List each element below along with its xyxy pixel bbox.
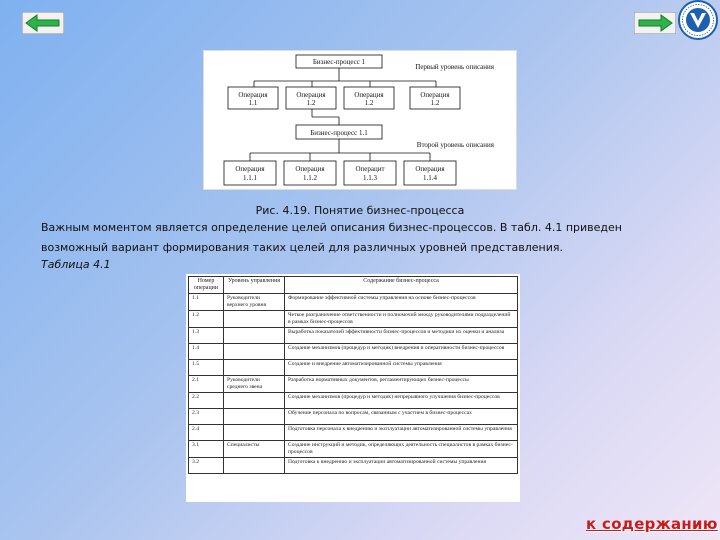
forward-arrow-button[interactable] — [634, 12, 676, 34]
level1-op-1-number: 1.1 — [248, 99, 258, 107]
row-number: 1.1 — [189, 294, 224, 311]
row-level: Специалисты — [224, 441, 285, 458]
row-content: Подготовка персонала к внедрению и эксплуатации автоматизированной системы управления — [285, 425, 518, 441]
table-row — [189, 393, 518, 409]
logo-emblem-icon — [678, 0, 718, 40]
level2-op-1-word: Операция — [235, 165, 265, 173]
table-label: Таблица 4.1 — [41, 258, 111, 271]
row-number: 1.5 — [189, 360, 224, 376]
row-level: Руководители среднего звена — [224, 376, 285, 393]
body-paragraph-line1: Важным моментом является определение целей описания бизнес-процессов. В табл. 4.1 приведен — [41, 221, 622, 234]
table-row — [189, 328, 518, 344]
level1-op-2-number: 1.2 — [306, 99, 316, 107]
table-header-content: Содержание бизнес-процесса — [285, 277, 518, 294]
top-process-label: Бизнес-процесс 1 — [312, 58, 366, 66]
figure-caption: Рис. 4.19. Понятие бизнес-процесса — [255, 204, 465, 217]
row-content: Создание инструкций и методик, определяющих деятельность специалистов в рамках бизнес-процессов — [285, 441, 518, 458]
row-level — [224, 328, 285, 344]
arrow-left-icon — [22, 12, 64, 34]
row-number: 1.2 — [189, 311, 224, 328]
table-row — [189, 376, 518, 393]
business-process-diagram — [203, 50, 517, 190]
body-paragraph-line2: возможный вариант формирования таких целей для различных уровней представления. — [41, 241, 563, 254]
row-level — [224, 311, 285, 328]
row-number: 1.4 — [189, 344, 224, 360]
table-row — [189, 441, 518, 458]
table-of-contents-link[interactable]: к содержанию — [586, 515, 718, 533]
row-content: Четкое разграничение ответственности и полномочий между руководителями подразделений в рамках бизнес-процессов — [285, 311, 518, 328]
level2-op-1-number: 1.1.1 — [243, 174, 257, 182]
row-content: Разработка нормативных документов, регламентирующих бизнес-процессы — [285, 376, 518, 393]
level1-op-4-number: 1.2 — [430, 99, 440, 107]
row-level — [224, 360, 285, 376]
row-number: 1.3 — [189, 328, 224, 344]
row-number: 3.1 — [189, 441, 224, 458]
level2-op-2-word: Операция — [295, 165, 325, 173]
row-content: Выработка показателей эффективности бизнес-процессов и методики их оценки и анализа — [285, 328, 518, 344]
row-level — [224, 425, 285, 441]
back-arrow-button[interactable] — [22, 12, 64, 34]
row-level — [224, 393, 285, 409]
goals-table-image — [186, 274, 520, 502]
goals-table — [188, 276, 518, 474]
level1-op-1-word: Операция — [238, 91, 268, 99]
level1-op-4-word: Операция — [420, 91, 450, 99]
row-content: Подготовка к внедрению и эксплуатации автоматизированной системы управления — [285, 458, 518, 474]
row-content: Создание и внедрение автоматизированной системы управления — [285, 360, 518, 376]
row-content: Создание механизмов (процедур и методик) непрерывного улучшения бизнес-процессов — [285, 393, 518, 409]
table-row — [189, 409, 518, 425]
table-row — [189, 294, 518, 311]
university-logo — [678, 0, 718, 40]
arrow-right-icon — [634, 12, 676, 34]
row-level — [224, 344, 285, 360]
level2-op-3-word: Операцит — [355, 165, 385, 173]
table-row — [189, 311, 518, 328]
level2-op-4-word: Операция — [415, 165, 445, 173]
row-level — [224, 458, 285, 474]
table-row — [189, 344, 518, 360]
table-row — [189, 360, 518, 376]
level1-caption: Первый уровень описания — [415, 63, 494, 71]
row-number: 2.3 — [189, 409, 224, 425]
row-number: 3.2 — [189, 458, 224, 474]
row-number: 2.1 — [189, 376, 224, 393]
mid-process-label: Бизнес-процесс 1.1 — [310, 129, 368, 137]
level1-op-2-word: Операция — [296, 91, 326, 99]
row-level — [224, 409, 285, 425]
row-level: Руководители верхнего уровня — [224, 294, 285, 311]
table-header-number: Номер операции — [189, 277, 224, 294]
row-number: 2.4 — [189, 425, 224, 441]
row-number: 2.2 — [189, 393, 224, 409]
level2-op-4-number: 1.1.4 — [423, 174, 437, 182]
table-header-level: Уровень управления — [224, 277, 285, 294]
table-row — [189, 425, 518, 441]
table-row — [189, 458, 518, 474]
row-content: Создание механизмов (процедур и методик) внедрения и оперативности бизнес-процессов — [285, 344, 518, 360]
level2-op-3-number: 1.1.3 — [363, 174, 377, 182]
level1-op-3-word: Операция — [354, 91, 384, 99]
level1-op-3-number: 1.2 — [364, 99, 374, 107]
level2-caption: Второй уровень описания — [416, 141, 494, 149]
row-content: Формирование эффективной системы управления на основе бизнес-процессов — [285, 294, 518, 311]
row-content: Обучение персонала по вопросам, связанным с участием в бизнес-процессах — [285, 409, 518, 425]
level2-op-2-number: 1.1.2 — [303, 174, 317, 182]
